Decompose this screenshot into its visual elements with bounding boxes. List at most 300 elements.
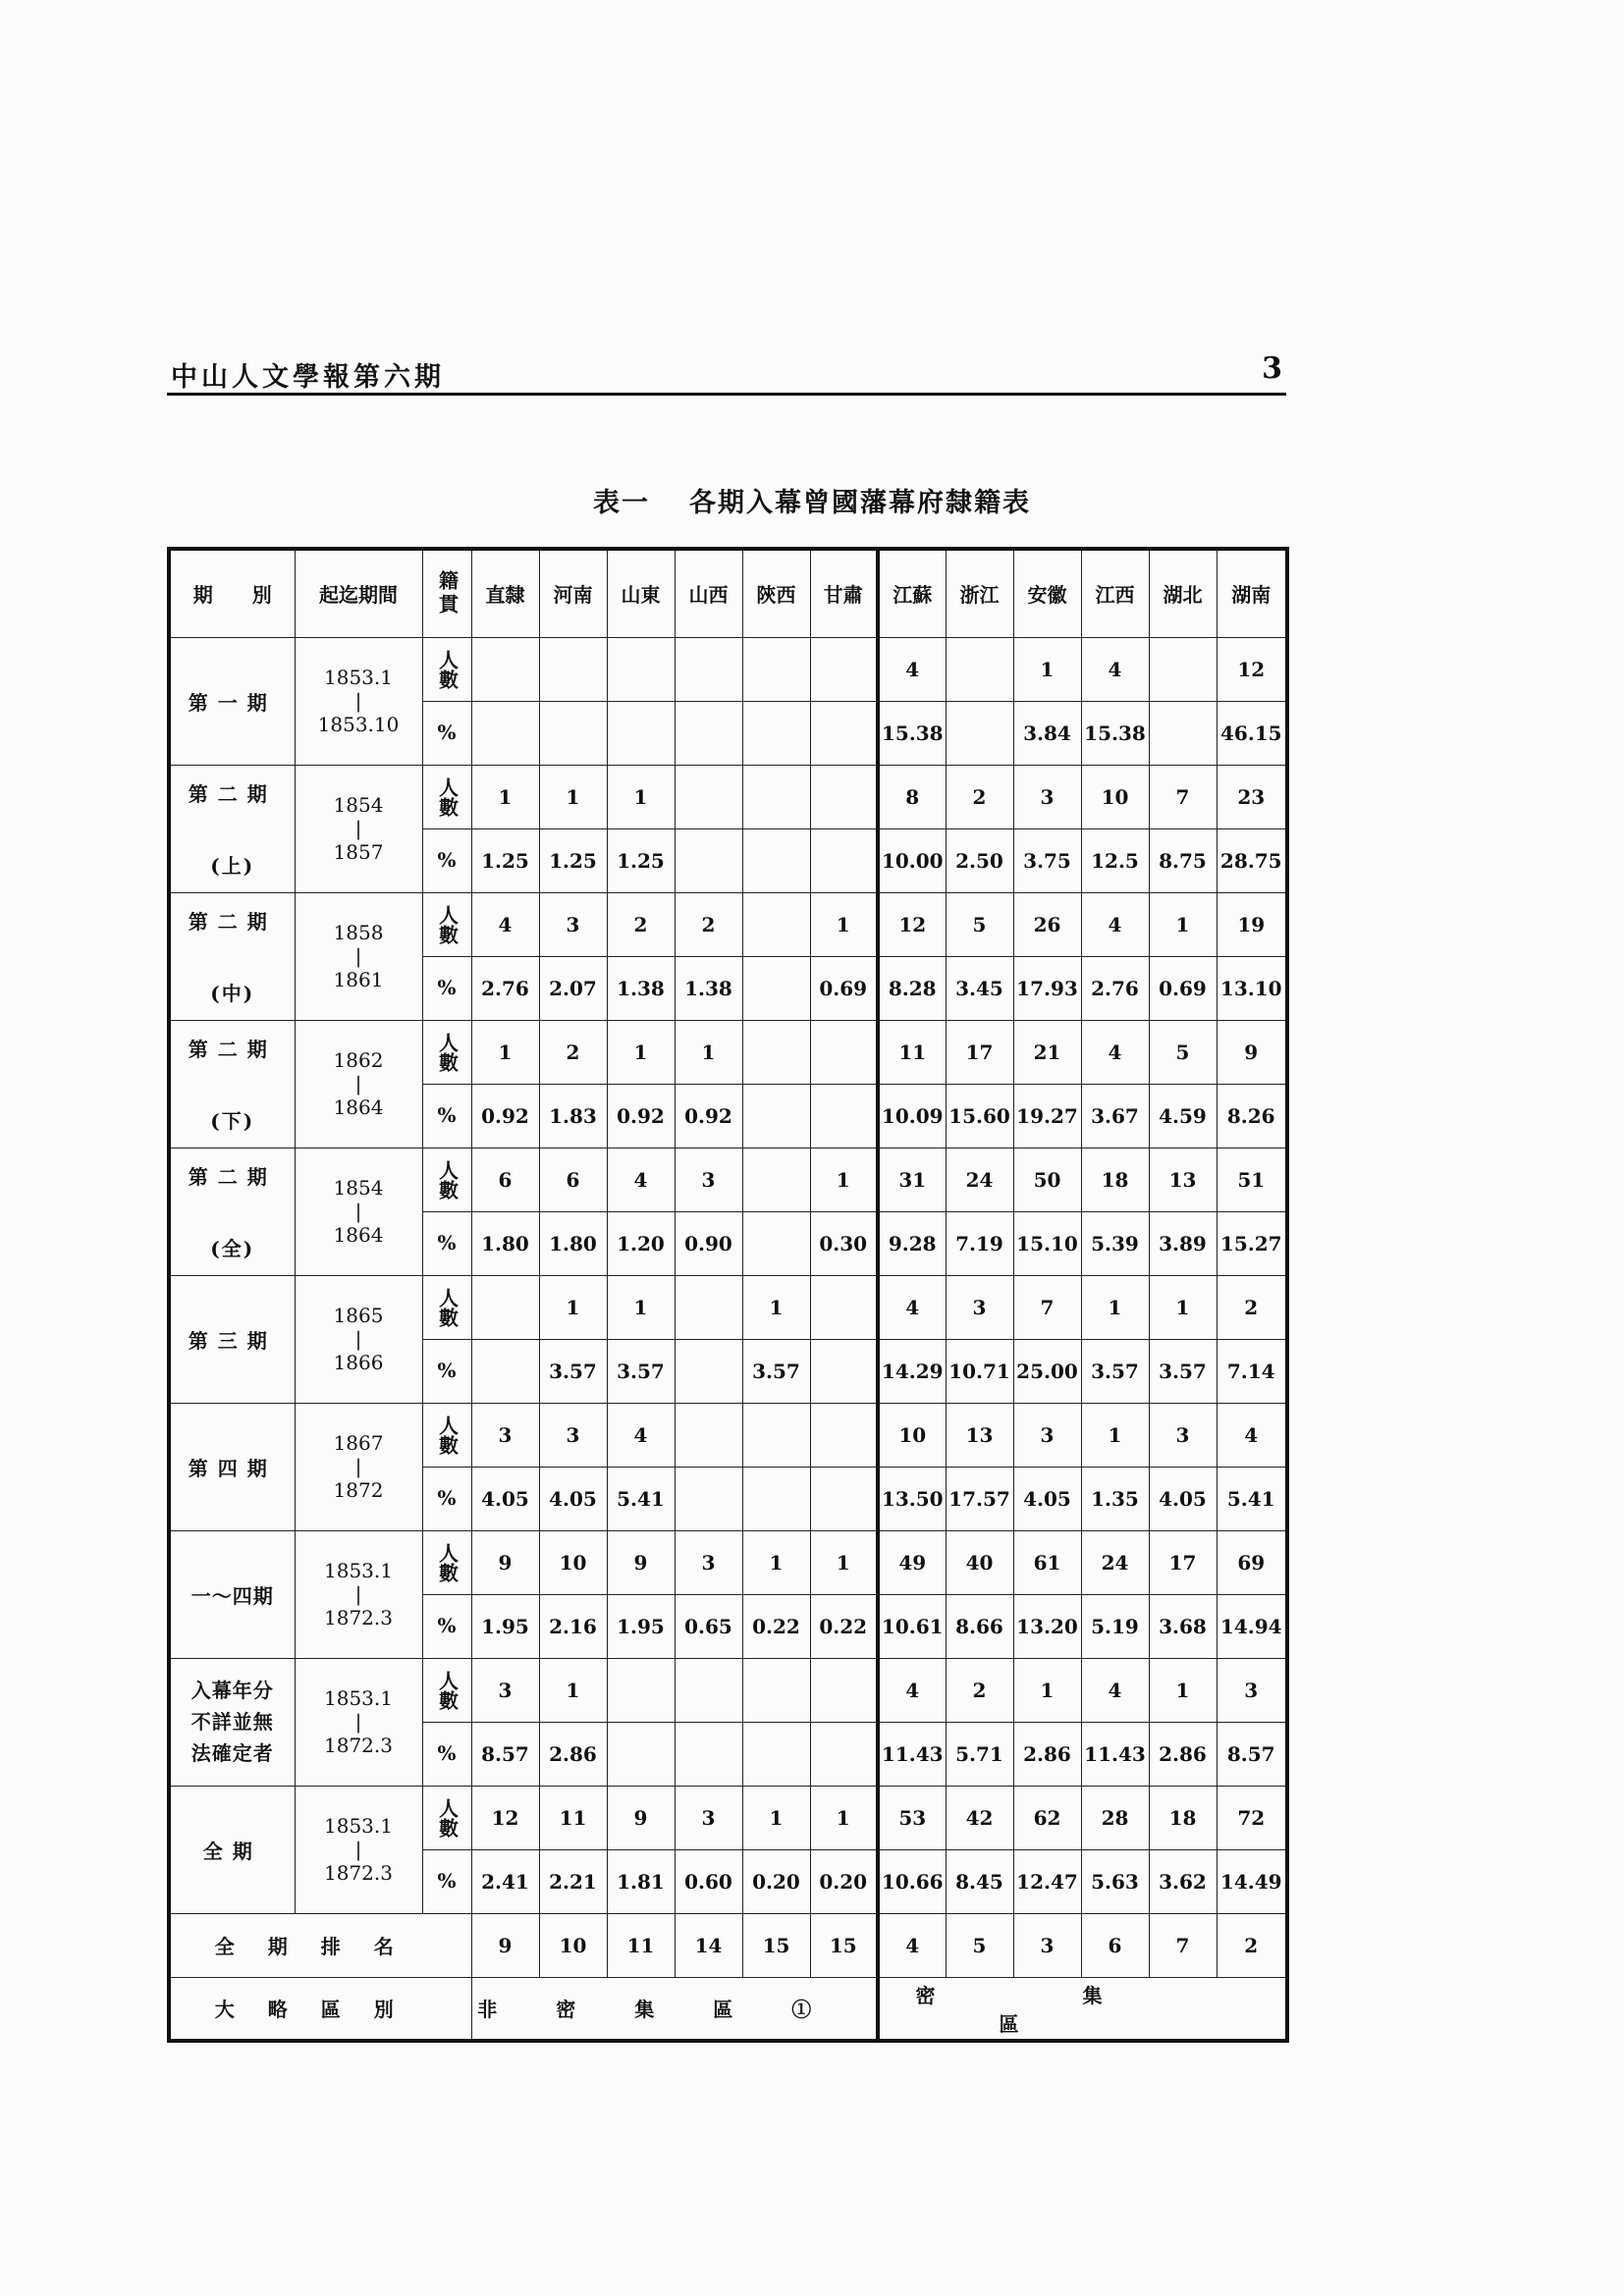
pct-cell (607, 701, 675, 765)
pct-cell: 0.22 (742, 1594, 810, 1658)
period-name: 第四期 (188, 1456, 277, 1480)
unit-count: 人數 (422, 1403, 471, 1467)
pct-cell (471, 701, 539, 765)
pct-cell (607, 1722, 675, 1786)
pct-cell: 1.81 (607, 1849, 675, 1913)
period-range (295, 1148, 422, 1275)
count-cell: 19 (1217, 892, 1287, 956)
pct-cell: 3.84 (1013, 701, 1081, 765)
count-cell: 3 (471, 1403, 539, 1467)
count-cell (471, 1275, 539, 1339)
unit-count: 人數 (422, 1020, 471, 1084)
period-label (169, 1148, 295, 1275)
pct-cell: 5.63 (1081, 1849, 1149, 1913)
pct-cell: 5.41 (1217, 1467, 1287, 1530)
pct-cell (742, 956, 810, 1020)
province-header: 江蘇 (878, 549, 946, 637)
range-separator: | (354, 1327, 362, 1351)
period-name: 第二期 (188, 1038, 277, 1061)
range-start: 1865 (333, 1304, 384, 1327)
period-range (295, 637, 422, 765)
unit-count: 人數 (422, 765, 471, 828)
count-cell: 62 (1013, 1786, 1081, 1849)
period-name: 全期 (202, 1839, 262, 1863)
pct-cell (810, 828, 878, 892)
count-cell: 4 (878, 637, 946, 701)
count-cell (742, 637, 810, 701)
count-cell: 40 (946, 1530, 1013, 1594)
pct-cell: 15.10 (1013, 1211, 1081, 1275)
unit-count: 人數 (422, 1658, 471, 1722)
count-cell: 8 (878, 765, 946, 828)
region-row (169, 1977, 1287, 2041)
count-cell: 1 (607, 765, 675, 828)
period-sub: (全) (210, 1237, 255, 1260)
count-cell (539, 637, 607, 701)
count-cell (742, 1403, 810, 1467)
pct-cell: 2.16 (539, 1594, 607, 1658)
count-cell (607, 1658, 675, 1722)
pct-cell: 0.22 (810, 1594, 878, 1658)
pct-cell: 10.66 (878, 1849, 946, 1913)
unit-pct: % (422, 1339, 471, 1403)
count-cell: 17 (1149, 1530, 1217, 1594)
unit-count: 人數 (422, 1148, 471, 1211)
range-start: 1853.1 (324, 1686, 393, 1710)
count-cell: 4 (878, 1275, 946, 1339)
unit-pct: % (422, 1849, 471, 1913)
province-header: 湖北 (1149, 549, 1217, 637)
rank-cell: 4 (878, 1913, 946, 1977)
pct-cell (471, 1339, 539, 1403)
pct-cell: 8.57 (471, 1722, 539, 1786)
pct-cell: 8.57 (1217, 1722, 1287, 1786)
pct-cell: 1.83 (539, 1084, 607, 1148)
count-cell (742, 1658, 810, 1722)
region-sparse: 非密集區① (471, 1977, 878, 2041)
pct-cell: 7.19 (946, 1211, 1013, 1275)
pct-cell: 4.59 (1149, 1084, 1217, 1148)
pct-cell: 2.41 (471, 1849, 539, 1913)
rank-cell: 15 (810, 1913, 878, 1977)
period-count-row (169, 1148, 1287, 1211)
count-cell: 18 (1081, 1148, 1149, 1211)
count-cell: 13 (1149, 1148, 1217, 1211)
range-separator: | (354, 1710, 362, 1734)
pct-cell (946, 701, 1013, 765)
count-cell: 1 (1149, 892, 1217, 956)
count-cell: 49 (878, 1530, 946, 1594)
count-cell: 1 (810, 1786, 878, 1849)
count-cell: 1 (607, 1275, 675, 1339)
period-name: 一～四期 (190, 1583, 274, 1608)
pct-cell: 1.25 (471, 828, 539, 892)
pct-cell: 2.21 (539, 1849, 607, 1913)
pct-cell: 13.50 (878, 1467, 946, 1530)
rank-label: 全期排名 (169, 1913, 471, 1977)
count-cell (946, 637, 1013, 701)
rank-cell: 14 (675, 1913, 742, 1977)
period-label-line: 不詳並無 (190, 1710, 274, 1734)
rank-cell: 3 (1013, 1913, 1081, 1977)
province-header: 安徽 (1013, 549, 1081, 637)
pct-cell: 0.30 (810, 1211, 878, 1275)
period-sub: (下) (210, 1109, 255, 1133)
province-header: 陝西 (742, 549, 810, 637)
pct-cell: 0.92 (607, 1084, 675, 1148)
period-name: 第二期 (188, 782, 277, 806)
count-cell: 2 (946, 765, 1013, 828)
range-start: 1853.1 (324, 1559, 393, 1582)
period-name: 第一期 (188, 690, 277, 715)
range-start: 1854 (333, 793, 384, 817)
origin-table (167, 547, 1289, 2043)
count-cell (810, 637, 878, 701)
range-separator: | (354, 1838, 362, 1861)
range-separator: | (354, 1072, 362, 1095)
count-cell: 24 (946, 1148, 1013, 1211)
count-cell (471, 637, 539, 701)
count-cell: 1 (675, 1020, 742, 1084)
period-count-row (169, 1658, 1287, 1722)
count-cell (742, 765, 810, 828)
pct-cell: 5.39 (1081, 1211, 1149, 1275)
count-cell: 12 (1217, 637, 1287, 701)
page-header (167, 351, 1286, 396)
count-cell: 28 (1081, 1786, 1149, 1849)
count-cell (810, 1658, 878, 1722)
table-title (0, 481, 1624, 519)
count-cell: 1 (742, 1530, 810, 1594)
count-cell: 17 (946, 1020, 1013, 1084)
pct-cell: 10.09 (878, 1084, 946, 1148)
pct-cell: 17.93 (1013, 956, 1081, 1020)
pct-cell: 12.5 (1081, 828, 1149, 892)
period-range (295, 1275, 422, 1403)
pct-cell: 1.25 (539, 828, 607, 892)
range-end: 1857 (333, 840, 384, 864)
province-header: 江西 (1081, 549, 1149, 637)
pct-cell (742, 1722, 810, 1786)
count-cell: 10 (539, 1530, 607, 1594)
count-cell: 23 (1217, 765, 1287, 828)
range-header: 起迄期間 (295, 549, 422, 637)
range-separator: | (354, 689, 362, 713)
period-count-row (169, 637, 1287, 701)
pct-cell: 10.61 (878, 1594, 946, 1658)
period-count-row (169, 1786, 1287, 1849)
count-cell (742, 1148, 810, 1211)
count-cell: 1 (471, 1020, 539, 1084)
unit-count: 人數 (422, 637, 471, 701)
period-sub: (上) (210, 854, 255, 878)
pct-cell: 8.28 (878, 956, 946, 1020)
pct-cell: 1.38 (675, 956, 742, 1020)
count-cell: 2 (1217, 1275, 1287, 1339)
pct-cell: 13.20 (1013, 1594, 1081, 1658)
pct-cell: 3.68 (1149, 1594, 1217, 1658)
pct-cell: 2.50 (946, 828, 1013, 892)
pct-cell (742, 1084, 810, 1148)
pct-cell: 1.35 (1081, 1467, 1149, 1530)
count-cell: 11 (878, 1020, 946, 1084)
count-cell (810, 765, 878, 828)
count-cell: 3 (675, 1530, 742, 1594)
pct-cell (810, 701, 878, 765)
pct-cell: 0.20 (742, 1849, 810, 1913)
range-start: 1867 (333, 1431, 384, 1455)
count-cell: 3 (675, 1786, 742, 1849)
unit-pct: % (422, 1211, 471, 1275)
count-cell: 1 (1081, 1403, 1149, 1467)
range-end: 1872.3 (324, 1734, 393, 1757)
pct-cell (675, 1467, 742, 1530)
count-cell: 1 (742, 1275, 810, 1339)
range-end: 1866 (333, 1351, 384, 1374)
count-cell: 1 (742, 1786, 810, 1849)
count-cell: 3 (539, 1403, 607, 1467)
count-cell: 1 (539, 1275, 607, 1339)
count-cell: 9 (471, 1530, 539, 1594)
pct-cell: 14.29 (878, 1339, 946, 1403)
pct-cell: 5.19 (1081, 1594, 1149, 1658)
period-header: 期 別 (169, 549, 295, 637)
pct-cell (675, 701, 742, 765)
count-cell: 7 (1149, 765, 1217, 828)
pct-cell: 0.92 (675, 1084, 742, 1148)
count-cell: 3 (1013, 765, 1081, 828)
range-start: 1858 (333, 921, 384, 944)
pct-cell: 3.57 (1081, 1339, 1149, 1403)
unit-count: 人數 (422, 892, 471, 956)
count-cell: 4 (1081, 637, 1149, 701)
pct-cell: 3.57 (607, 1339, 675, 1403)
pct-cell: 1.20 (607, 1211, 675, 1275)
count-cell: 4 (878, 1658, 946, 1722)
province-header: 直隸 (471, 549, 539, 637)
pct-cell: 1.95 (471, 1594, 539, 1658)
count-cell: 53 (878, 1786, 946, 1849)
count-cell (810, 1020, 878, 1084)
count-cell: 4 (607, 1148, 675, 1211)
pct-cell (810, 1467, 878, 1530)
rank-cell: 9 (471, 1913, 539, 1977)
pct-cell: 2.86 (1149, 1722, 1217, 1786)
count-cell (742, 1020, 810, 1084)
count-cell: 3 (471, 1658, 539, 1722)
pct-cell: 9.28 (878, 1211, 946, 1275)
count-cell: 5 (1149, 1020, 1217, 1084)
rank-cell: 10 (539, 1913, 607, 1977)
period-label (169, 1275, 295, 1403)
count-cell: 6 (539, 1148, 607, 1211)
period-count-row (169, 1403, 1287, 1467)
unit-pct: % (422, 1467, 471, 1530)
count-cell: 1 (810, 1530, 878, 1594)
count-cell: 3 (1013, 1403, 1081, 1467)
pct-cell: 15.27 (1217, 1211, 1287, 1275)
count-cell (1149, 637, 1217, 701)
pct-cell: 4.05 (539, 1467, 607, 1530)
pct-cell: 8.66 (946, 1594, 1013, 1658)
unit-count: 人數 (422, 1530, 471, 1594)
page-number: 3 (1262, 351, 1282, 386)
period-label-line: 法確定者 (190, 1741, 274, 1765)
period-label (169, 765, 295, 892)
rank-cell: 5 (946, 1913, 1013, 1977)
count-cell: 61 (1013, 1530, 1081, 1594)
pct-cell: 11.43 (1081, 1722, 1149, 1786)
count-cell: 4 (1081, 1658, 1149, 1722)
count-cell: 2 (946, 1658, 1013, 1722)
range-separator: | (354, 817, 362, 840)
province-header: 山東 (607, 549, 675, 637)
range-separator: | (354, 1582, 362, 1606)
count-cell: 4 (1081, 892, 1149, 956)
period-name: 第二期 (188, 1165, 277, 1189)
pct-cell: 0.92 (471, 1084, 539, 1148)
pct-cell (742, 828, 810, 892)
pct-cell: 15.38 (1081, 701, 1149, 765)
pct-cell (675, 1339, 742, 1403)
period-count-row (169, 1530, 1287, 1594)
pct-cell: 12.47 (1013, 1849, 1081, 1913)
pct-cell: 2.86 (1013, 1722, 1081, 1786)
count-cell (675, 765, 742, 828)
range-start: 1853.1 (324, 1814, 393, 1838)
period-count-row (169, 765, 1287, 828)
count-cell: 26 (1013, 892, 1081, 956)
range-separator: | (354, 1200, 362, 1223)
pct-cell: 14.49 (1217, 1849, 1287, 1913)
pct-cell (742, 701, 810, 765)
range-end: 1872.3 (324, 1861, 393, 1885)
range-end: 1864 (333, 1223, 384, 1247)
pct-cell (742, 1211, 810, 1275)
count-cell: 1 (539, 1658, 607, 1722)
range-start: 1854 (333, 1176, 384, 1200)
period-name: 第三期 (188, 1328, 277, 1353)
pct-cell: 8.75 (1149, 828, 1217, 892)
range-start: 1862 (333, 1048, 384, 1072)
pct-cell: 0.60 (675, 1849, 742, 1913)
pct-cell: 0.90 (675, 1211, 742, 1275)
count-cell: 51 (1217, 1148, 1287, 1211)
pct-cell (675, 1722, 742, 1786)
province-header: 湖南 (1217, 549, 1287, 637)
period-range (295, 1658, 422, 1786)
count-cell: 13 (946, 1403, 1013, 1467)
pct-cell: 0.20 (810, 1849, 878, 1913)
count-cell: 2 (675, 892, 742, 956)
count-cell: 1 (810, 892, 878, 956)
table-number: 表一 (593, 488, 650, 518)
unit-count: 人數 (422, 1275, 471, 1339)
journal-title: 中山人文學報第六期 (171, 362, 445, 393)
count-cell: 1 (1149, 1275, 1217, 1339)
unit-pct: % (422, 1722, 471, 1786)
origin-header: 籍貫 (422, 549, 471, 637)
rank-cell: 7 (1149, 1913, 1217, 1977)
pct-cell: 4.05 (1013, 1467, 1081, 1530)
count-cell: 3 (1217, 1658, 1287, 1722)
count-cell: 4 (1217, 1403, 1287, 1467)
pct-cell: 3.57 (539, 1339, 607, 1403)
count-cell: 18 (1149, 1786, 1217, 1849)
pct-cell: 1.80 (539, 1211, 607, 1275)
count-cell: 4 (607, 1403, 675, 1467)
count-cell: 1 (1013, 1658, 1081, 1722)
count-cell: 72 (1217, 1786, 1287, 1849)
count-cell: 11 (539, 1786, 607, 1849)
pct-cell: 5.71 (946, 1722, 1013, 1786)
pct-cell: 1.95 (607, 1594, 675, 1658)
pct-cell: 4.05 (1149, 1467, 1217, 1530)
pct-cell: 17.57 (946, 1467, 1013, 1530)
count-cell: 31 (878, 1148, 946, 1211)
pct-cell: 7.14 (1217, 1339, 1287, 1403)
pct-cell: 5.41 (607, 1467, 675, 1530)
count-cell: 12 (878, 892, 946, 956)
count-cell: 42 (946, 1786, 1013, 1849)
count-cell (675, 1403, 742, 1467)
pct-cell: 1.80 (471, 1211, 539, 1275)
count-cell: 12 (471, 1786, 539, 1849)
unit-pct: % (422, 828, 471, 892)
count-cell: 9 (607, 1786, 675, 1849)
count-cell: 2 (607, 892, 675, 956)
period-range (295, 1530, 422, 1658)
count-cell: 1 (471, 765, 539, 828)
pct-cell (675, 828, 742, 892)
pct-cell (742, 1467, 810, 1530)
pct-cell: 0.69 (1149, 956, 1217, 1020)
pct-cell: 11.43 (878, 1722, 946, 1786)
range-start: 1853.1 (324, 666, 393, 689)
count-cell: 3 (539, 892, 607, 956)
pct-cell: 4.05 (471, 1467, 539, 1530)
region-label: 大略區別 (169, 1977, 471, 2041)
pct-cell: 3.75 (1013, 828, 1081, 892)
period-label (169, 1658, 295, 1786)
count-cell: 1 (1013, 637, 1081, 701)
unit-pct: % (422, 1084, 471, 1148)
range-end: 1872.3 (324, 1606, 393, 1629)
count-cell: 3 (1149, 1403, 1217, 1467)
province-header: 甘肅 (810, 549, 878, 637)
period-count-row (169, 1275, 1287, 1339)
unit-pct: % (422, 1594, 471, 1658)
province-header: 山西 (675, 549, 742, 637)
count-cell: 1 (1149, 1658, 1217, 1722)
province-header: 河南 (539, 549, 607, 637)
pct-cell: 3.62 (1149, 1849, 1217, 1913)
pct-cell (539, 701, 607, 765)
rank-cell: 15 (742, 1913, 810, 1977)
pct-cell: 1.38 (607, 956, 675, 1020)
pct-cell (810, 1339, 878, 1403)
rank-row (169, 1913, 1287, 1977)
count-cell: 1 (607, 1020, 675, 1084)
unit-pct: % (422, 956, 471, 1020)
period-range (295, 1403, 422, 1530)
count-cell: 6 (471, 1148, 539, 1211)
count-cell (742, 892, 810, 956)
count-cell (607, 637, 675, 701)
pct-cell: 3.57 (742, 1339, 810, 1403)
pct-cell: 10.00 (878, 828, 946, 892)
period-range (295, 892, 422, 1020)
